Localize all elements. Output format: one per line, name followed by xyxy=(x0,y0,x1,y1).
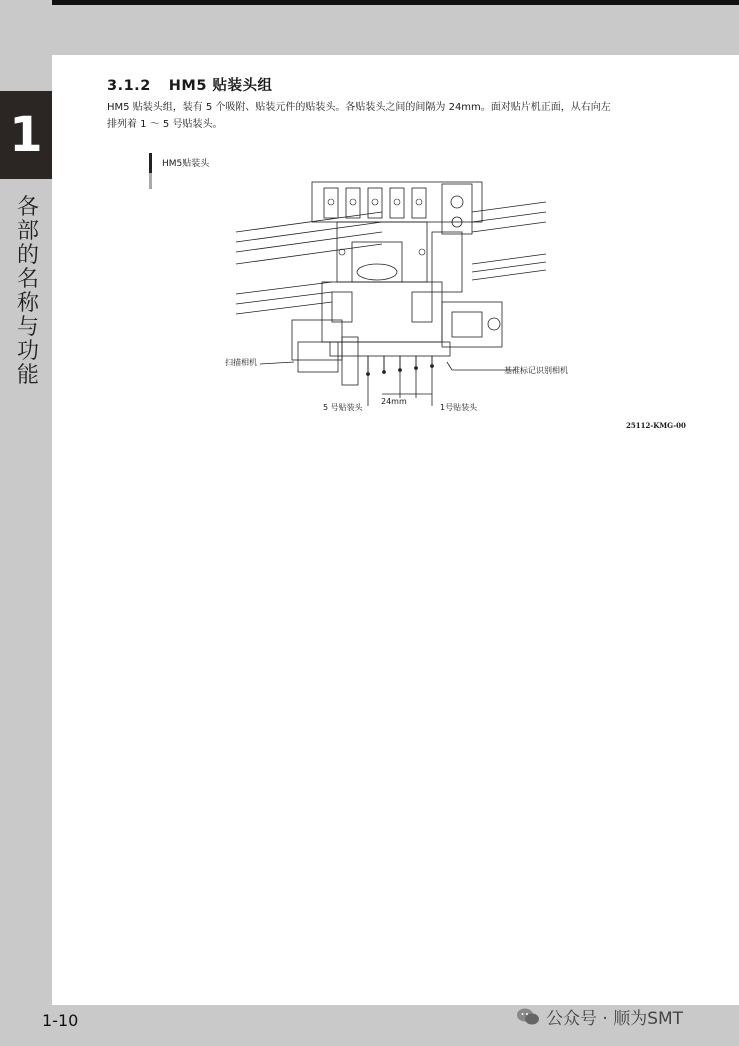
figure-id: 25112-KMG-00 xyxy=(626,421,686,430)
wechat-icon xyxy=(516,1007,540,1027)
figure-label-bar xyxy=(149,153,152,189)
section-number: 3.1.2 xyxy=(107,78,151,94)
callout-head-1: 1号贴装头 xyxy=(440,403,478,412)
chapter-number: 1 xyxy=(0,91,52,179)
callout-spacing: 24mm xyxy=(381,397,407,406)
chapter-title-char: 的 xyxy=(16,243,39,268)
chapter-title-char: 称 xyxy=(16,291,39,316)
top-border xyxy=(0,0,739,5)
hm5-head-drawing xyxy=(232,172,552,418)
section-heading xyxy=(107,74,273,95)
callout-fiducial-camera: 基准标记识别相机 xyxy=(504,366,568,375)
section-title: HM5 贴装头组 xyxy=(168,78,273,94)
chapter-title xyxy=(14,196,42,388)
figure-label: HM5贴装头 xyxy=(162,159,210,169)
watermark xyxy=(516,1004,683,1029)
body-paragraph xyxy=(107,99,687,133)
chapter-title-char: 能 xyxy=(16,363,39,388)
body-line: HM5 贴装头组，装有 5 个吸附、贴装元件的贴装头。各贴装头之间的间隔为 24mm。面对贴片机正面，从右向左 xyxy=(107,102,611,113)
page-number: 1-10 xyxy=(42,1011,79,1030)
body-line: 排列着 1 ～ 5 号贴装头。 xyxy=(107,119,223,130)
chapter-title-char: 部 xyxy=(16,219,39,244)
watermark-text: 公众号 · 顺为SMT xyxy=(546,1009,684,1029)
callout-scan-camera: 扫描相机 xyxy=(225,358,257,367)
chapter-title-char: 名 xyxy=(16,267,39,292)
chapter-title-char: 功 xyxy=(16,339,39,364)
callout-head-5: 5 号贴装头 xyxy=(323,403,363,412)
chapter-title-char: 各 xyxy=(16,195,39,220)
chapter-title-char: 与 xyxy=(16,315,39,340)
page-content xyxy=(52,55,739,1005)
